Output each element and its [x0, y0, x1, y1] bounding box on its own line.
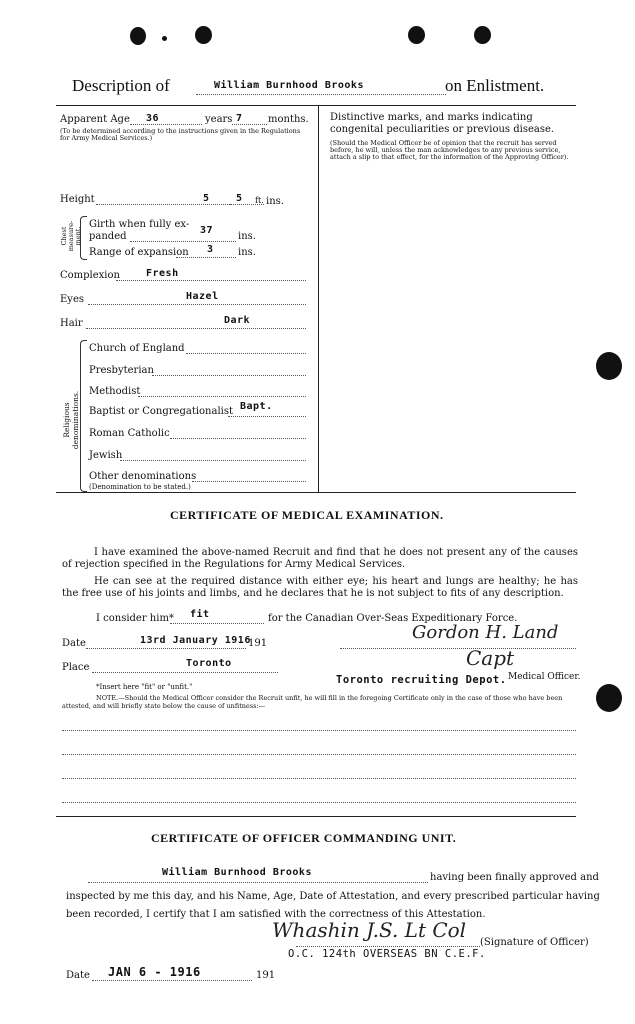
header-name-line — [196, 94, 446, 95]
section-rule — [56, 816, 576, 817]
officer-line3: been recorded, I certify that I am satisfied with the correctness of this Attestation. — [66, 909, 486, 920]
medical-signature: Gordon H. Land — [412, 622, 559, 643]
height-label: Height — [60, 194, 95, 205]
age-note: (To be determined according to the instructions given in the Regulations for Army Medical Services.) — [60, 127, 301, 142]
dots — [116, 280, 306, 281]
officer-stamp: O.C. 124th OVERSEAS BN C.E.F. — [288, 948, 486, 960]
dots — [192, 481, 306, 482]
medical-date-suffix: 191 — [248, 638, 268, 649]
dots — [170, 623, 264, 624]
punch-hole — [596, 352, 622, 380]
religion-brace — [80, 340, 87, 492]
medical-heading: CERTIFICATE OF MEDICAL EXAMINATION. — [170, 508, 444, 522]
dots — [170, 438, 306, 439]
eyes-label: Eyes — [60, 294, 84, 305]
range-label: Range of expansion — [89, 247, 189, 258]
girth-ins-label: ins. — [238, 231, 256, 242]
hair-label: Hair — [60, 318, 83, 329]
medical-date-label: Date — [62, 638, 86, 649]
religion-7-label: Other denominations — [89, 471, 197, 482]
range-ins-label: ins. — [238, 247, 256, 258]
dots — [228, 416, 306, 417]
punch-hole — [195, 26, 212, 44]
medical-date-value: 13rd January 1916 — [140, 635, 251, 646]
unfit-line — [62, 730, 576, 731]
medical-stamp: Toronto recruiting Depot. — [336, 674, 507, 686]
other-note: (Denomination to be stated.) — [89, 483, 191, 491]
medical-signature-rank: Capt — [466, 646, 515, 670]
punch-hole — [130, 27, 146, 45]
dots — [88, 882, 428, 883]
officer-line2: inspected by me this day, and his Name, Age, Date of Attestation, and every prescribed particular having — [66, 891, 600, 902]
center-divider — [318, 106, 319, 492]
religion-1-label: Church of England — [89, 343, 185, 354]
officer-date-suffix: 191 — [256, 970, 276, 981]
header-description-of: Description of — [72, 76, 170, 95]
dots — [340, 648, 576, 649]
unfit-line — [62, 802, 576, 803]
officer-date-label: Date — [66, 970, 90, 981]
dots — [130, 124, 202, 125]
religion-3-label: Methodist — [89, 386, 141, 397]
punch-hole — [408, 26, 425, 44]
dots — [88, 304, 306, 305]
officer-sig-label: (Signature of Officer) — [480, 937, 589, 948]
unfit-line — [62, 778, 576, 779]
marks-label: Distinctive marks, and marks indicating congenital peculiarities or previous disease. — [330, 112, 555, 135]
ft-label: ft. — [255, 196, 264, 205]
eyes-value: Hazel — [186, 291, 219, 302]
dots — [232, 124, 267, 125]
dots — [176, 257, 236, 258]
consider-label: I consider him* — [96, 613, 174, 624]
complexion-label: Complexion — [60, 270, 120, 281]
dots — [92, 672, 278, 673]
hair-value: Dark — [224, 315, 251, 326]
unfit-note: NOTE.—Should the Medical Officer consider the Recruit unfit, he will fill in the foregoing Certificate only in the case of those who have been attested, and will briefly state below the cause of unfitness:— — [62, 694, 563, 710]
height-ft: 5 — [203, 193, 210, 204]
girth-label-2: panded — [89, 231, 127, 242]
medical-officer-label: Medical Officer. — [508, 672, 581, 682]
punch-hole — [162, 36, 167, 41]
religion-label: Religious denominations. — [62, 390, 80, 450]
consider-tail: for the Canadian Over-Seas Expeditionary Force. — [268, 613, 518, 624]
months-label: months. — [268, 114, 309, 125]
dots — [86, 328, 306, 329]
religion-6-label: Jewish — [89, 450, 123, 461]
dots — [130, 241, 236, 242]
officer-name: William Burnhood Brooks — [162, 867, 312, 878]
dots — [138, 396, 306, 397]
officer-line1-tail: having been finally approved and — [430, 872, 599, 883]
religion-5-label: Roman Catholic — [89, 428, 170, 439]
religion-4-value: Bapt. — [240, 401, 273, 412]
header-on-enlistment: on Enlistment. — [445, 76, 545, 95]
height-ins: 5 — [236, 193, 243, 204]
top-rule — [56, 105, 576, 106]
place-value: Toronto — [186, 658, 232, 669]
chest-brace — [80, 216, 87, 260]
dots — [92, 980, 252, 981]
dots — [296, 946, 480, 947]
age-months: 7 — [236, 113, 243, 124]
section-rule — [56, 492, 576, 493]
insert-note: *Insert here "fit" or "unfit." — [96, 683, 193, 691]
complexion-value: Fresh — [146, 268, 179, 279]
dots — [120, 460, 306, 461]
marks-note: (Should the Medical Officer be of opinion that the recruit has served before, he will, unless the man acknowledges to any previous service, attach a slip to that effect, for the information of the Approving Officer). — [330, 139, 569, 161]
medical-para1: I have examined the above-named Recruit and find that he does not present any of the causes of rejection specified in the Regulations for Army Medical Services. — [62, 547, 578, 570]
place-label: Place — [62, 662, 90, 673]
height-ins-label: ins. — [266, 196, 284, 207]
dots — [230, 204, 264, 205]
dots — [86, 648, 246, 649]
officer-date-value: JAN 6 - 1916 — [108, 965, 201, 979]
unfit-line — [62, 754, 576, 755]
years-label: years — [205, 114, 233, 125]
officer-heading: CERTIFICATE OF OFFICER COMMANDING UNIT. — [151, 831, 457, 845]
consider-value: fit — [190, 609, 210, 620]
punch-hole — [596, 684, 622, 712]
dots — [152, 375, 306, 376]
religion-4-label: Baptist or Congregationalist — [89, 406, 233, 417]
header-name: William Burnhood Brooks — [214, 80, 364, 91]
chest-label: Chest measure-ment. — [60, 220, 82, 252]
dots — [186, 353, 306, 354]
officer-signature: Whashin J.S. Lt Col — [272, 918, 467, 942]
punch-hole — [474, 26, 491, 44]
religion-2-label: Presbyterian — [89, 365, 154, 376]
age-years: 36 — [146, 113, 160, 124]
girth-label-1: Girth when fully ex- — [89, 219, 190, 230]
girth-value: 37 — [200, 225, 214, 236]
medical-para2: He can see at the required distance with either eye; his heart and lungs are healthy; he has the free use of his joints and limbs, and he declares that he is not subject to fits of any description. — [62, 576, 578, 599]
age-label: Apparent Age — [60, 114, 130, 125]
range-value: 3 — [207, 244, 214, 255]
